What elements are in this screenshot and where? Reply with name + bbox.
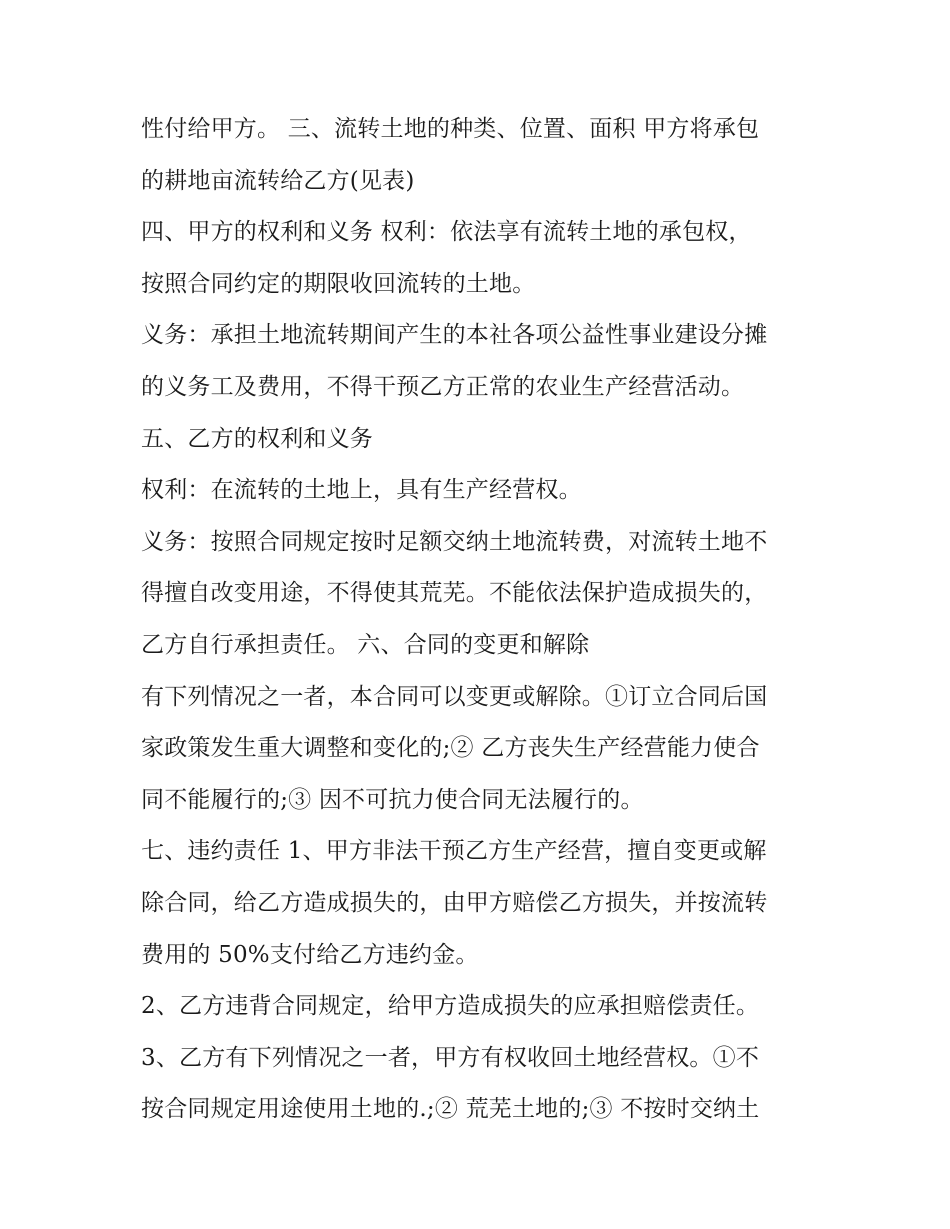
text-line: 的耕地亩流转给乙方(见表) [141,167,415,194]
text-line: 七、违约责任 1、甲方非法干预乙方生产经营，擅自变更或解 [141,838,767,865]
text-line: 的义务工及费用，不得干预乙方正常的农业生产经营活动。 [141,373,745,400]
text-line: 费用的 50%支付给乙方违约金。 [141,941,479,968]
text-line: 按合同规定用途使用土地的.;② 荒芜土地的;③ 不按时交纳土 [141,1096,760,1123]
text-line: 性付给甲方。 三、流转土地的种类、位置、面积 甲方将承包 [141,116,760,142]
text-line: 3、乙方有下列情况之一者，甲方有权收回土地经营权。①不 [141,1044,760,1071]
document-body [141,104,831,1136]
text-line: 有下列情况之一者，本合同可以变更或解除。①订立合同后国 [141,683,768,710]
text-line: 四、甲方的权利和义务 权利：依法享有流转土地的承包权， [141,219,752,246]
text-line: 义务：承担土地流转期间产生的本社各项公益性事业建设分摊 [141,322,768,349]
text-line: 家政策发生重大调整和变化的;② 乙方丧失生产经营能力使合 [141,735,760,762]
text-line: 同不能履行的;③ 因不可抗力使合同无法履行的。 [141,786,644,813]
text-line: 2、乙方违背合同规定，给甲方造成损失的应承担赔偿责任。 [141,993,760,1020]
text-line: 按照合同约定的期限收回流转的土地。 [141,270,536,297]
text-line: 五、乙方的权利和义务 [141,425,373,452]
text-line: 义务：按照合同规定按时足额交纳土地流转费，对流转土地不 [141,528,768,555]
text-line: 得擅自改变用途，不得使其荒芜。不能依法保护造成损失的， [141,580,768,607]
text-line: 乙方自行承担责任。 六、合同的变更和解除 [141,631,590,658]
text-line: 除合同，给乙方造成损失的，由甲方赔偿乙方损失，并按流转 [141,889,768,916]
text-line: 权利：在流转的土地上，具有生产经营权。 [141,477,582,504]
